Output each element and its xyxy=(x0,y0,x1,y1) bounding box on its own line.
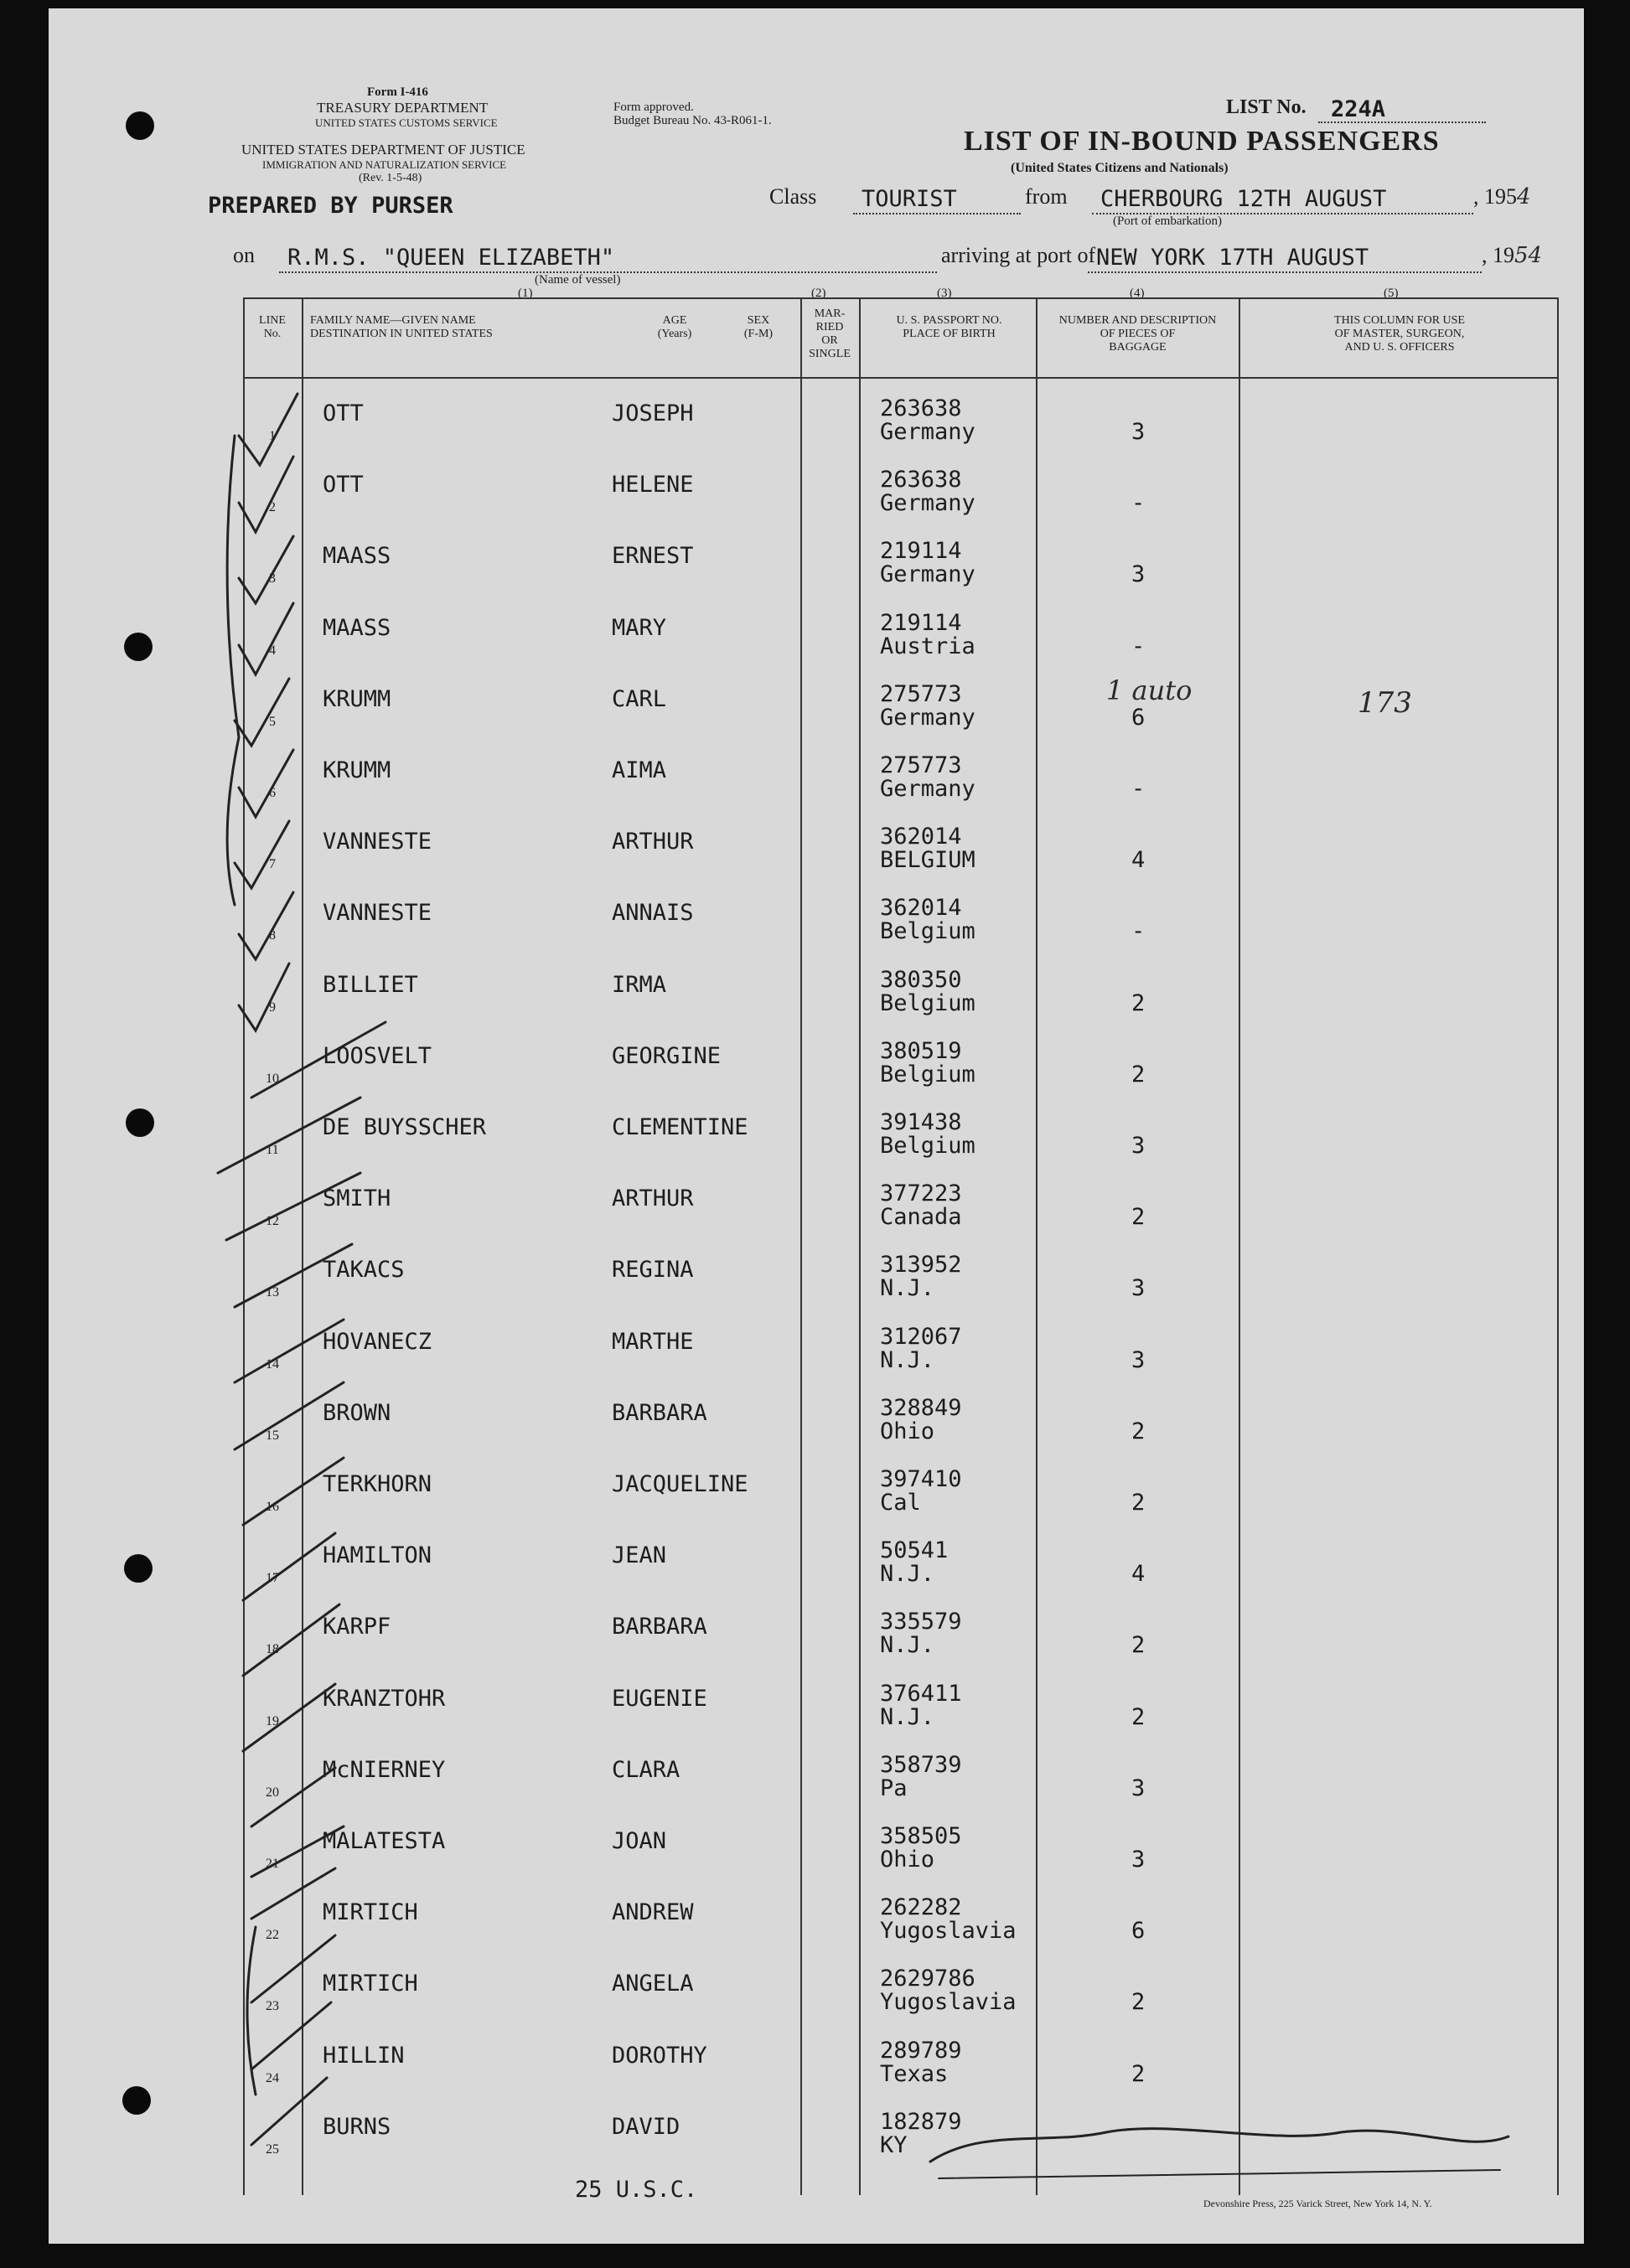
embark-value: CHERBOURG 12TH AUGUST xyxy=(1100,186,1387,212)
passport-no: 182879 xyxy=(880,2108,962,2135)
baggage-count: - xyxy=(1131,633,1146,659)
passport-no: 328849 xyxy=(880,1394,962,1421)
list-no-value: 224A xyxy=(1331,96,1386,122)
place-of-birth: Canada xyxy=(880,1204,962,1231)
baggage-count: 2 xyxy=(1131,989,1146,1016)
from-label: from xyxy=(1025,184,1068,209)
place-of-birth: Yugoslavia xyxy=(880,1918,1017,1945)
given-name: JOAN xyxy=(612,1828,667,1854)
prepared-by: PREPARED BY PURSER xyxy=(208,193,453,219)
customs-service: UNITED STATES CUSTOMS SERVICE xyxy=(315,116,498,129)
line-no: 5 xyxy=(269,714,276,729)
table-row xyxy=(243,1393,1559,1452)
place-of-birth: N.J. xyxy=(880,1632,935,1659)
table-row xyxy=(243,1179,1559,1237)
given-name: DOROTHY xyxy=(612,2042,707,2069)
year-one-prefix: , 195 xyxy=(1473,184,1517,209)
baggage-count: 6 xyxy=(1131,704,1146,731)
passport-no: 263638 xyxy=(880,395,962,421)
passport-no: 219114 xyxy=(880,609,962,636)
baggage-count: 3 xyxy=(1131,1775,1146,1801)
line-no: 13 xyxy=(266,1285,279,1300)
baggage-count: 2 xyxy=(1131,1204,1146,1231)
place-of-birth: Yugoslavia xyxy=(880,1989,1017,2016)
baggage-count: 2 xyxy=(1131,2060,1146,2087)
place-of-birth: Germany xyxy=(880,561,975,588)
line-no: 18 xyxy=(266,1642,279,1657)
arrival-underline xyxy=(1088,271,1482,273)
table-row xyxy=(243,674,1559,738)
punch-hole xyxy=(126,1108,154,1137)
table-row xyxy=(243,822,1559,881)
class-label: Class xyxy=(769,184,817,209)
line-no: 22 xyxy=(266,1928,279,1943)
passport-no: 50541 xyxy=(880,1537,949,1564)
arriving-label: arriving at port of xyxy=(941,243,1096,267)
class-underline xyxy=(853,213,1021,214)
given-name: JACQUELINE xyxy=(612,1471,748,1497)
given-name: ERNEST xyxy=(612,543,694,570)
passport-no: 275773 xyxy=(880,752,962,778)
table-row xyxy=(243,965,1559,1024)
place-of-birth: Texas xyxy=(880,2060,949,2087)
baggage-count: 3 xyxy=(1131,1346,1146,1373)
vessel-caption: (Name of vessel) xyxy=(535,273,621,287)
place-of-birth: N.J. xyxy=(880,1561,935,1588)
col-num-2: (2) xyxy=(811,287,826,300)
passport-no: 275773 xyxy=(880,680,962,707)
given-name: ANDREW xyxy=(612,1899,694,1926)
table-row xyxy=(243,465,1559,524)
header-passport: U. S. PASSPORT NO. PLACE OF BIRTH xyxy=(896,314,1002,340)
given-name: JOSEPH xyxy=(612,400,694,426)
family-name: HILLIN xyxy=(323,2042,405,2069)
line-no: 3 xyxy=(269,571,276,586)
place-of-birth: Cal xyxy=(880,1490,921,1516)
given-name: ANNAIS xyxy=(612,900,694,927)
family-name: OTT xyxy=(323,400,364,426)
passport-no: 312067 xyxy=(880,1323,962,1350)
family-name: BILLIET xyxy=(323,971,418,998)
revision: (Rev. 1-5-48) xyxy=(359,172,422,184)
family-name: KRUMM xyxy=(323,685,391,712)
place-of-birth: N.J. xyxy=(880,1703,935,1730)
family-name: BURNS xyxy=(323,2113,391,2140)
given-name: CLARA xyxy=(612,1756,680,1783)
col-num-1: (1) xyxy=(518,287,533,300)
table-row xyxy=(243,1108,1559,1166)
punch-hole xyxy=(124,633,153,661)
budget-bureau: Budget Bureau No. 43-R061-1. xyxy=(613,114,772,127)
footer-typed: 25 U.S.C. xyxy=(575,2177,698,2203)
family-name: DE BUYSSCHER xyxy=(323,1114,487,1140)
line-no: 20 xyxy=(266,1785,279,1800)
list-no-underline xyxy=(1318,121,1486,123)
family-name: VANNESTE xyxy=(323,829,432,855)
line-no: 7 xyxy=(269,857,276,872)
baggage-count: 2 xyxy=(1131,1632,1146,1659)
punch-hole xyxy=(126,111,154,140)
given-name: BARBARA xyxy=(612,1399,707,1426)
place-of-birth: BELGIUM xyxy=(880,847,975,874)
given-name: BARBARA xyxy=(612,1614,707,1640)
family-name: SMITH xyxy=(323,1186,391,1212)
line-no: 17 xyxy=(266,1571,279,1586)
family-name: OTT xyxy=(323,472,364,499)
year-two-suffix: 54 xyxy=(1514,243,1543,268)
passport-no: 289789 xyxy=(880,2037,962,2064)
passport-no: 263638 xyxy=(880,467,962,493)
place-of-birth: Germany xyxy=(880,490,975,517)
table-row xyxy=(243,2107,1559,2166)
table-row xyxy=(243,1821,1559,1880)
family-name: VANNESTE xyxy=(323,900,432,927)
place-of-birth: Belgium xyxy=(880,1061,975,1088)
place-of-birth: N.J. xyxy=(880,1275,935,1302)
baggage-count: - xyxy=(1131,776,1146,802)
place-of-birth: Ohio xyxy=(880,1847,935,1873)
line-no: 25 xyxy=(266,2141,279,2157)
place-of-birth: Belgium xyxy=(880,918,975,945)
baggage-count: 2 xyxy=(1131,1418,1146,1444)
on-label: on xyxy=(233,243,255,267)
baggage-count: 2 xyxy=(1131,1061,1146,1088)
place-of-birth: N.J. xyxy=(880,1346,935,1373)
family-name: MAASS xyxy=(323,614,391,641)
baggage-count: 2 xyxy=(1131,1989,1146,2016)
justice-dept: UNITED STATES DEPARTMENT OF JUSTICE xyxy=(241,142,525,158)
line-no: 10 xyxy=(266,1071,279,1086)
line-no: 2 xyxy=(269,500,276,515)
table-row xyxy=(243,1536,1559,1594)
family-name: TAKACS xyxy=(323,1257,405,1284)
place-of-birth: Pa xyxy=(880,1775,908,1801)
col-num-3: (3) xyxy=(937,287,952,300)
col-num-4: (4) xyxy=(1130,287,1145,300)
family-name: MALATESTA xyxy=(323,1828,446,1854)
passport-no: 358739 xyxy=(880,1751,962,1778)
header-married: MAR- RIED OR SINGLE xyxy=(809,307,851,360)
passport-no: 376411 xyxy=(880,1680,962,1707)
passport-no: 2629786 xyxy=(880,1966,975,1992)
line-no: 4 xyxy=(269,643,276,658)
place-of-birth: Belgium xyxy=(880,989,975,1016)
table-row xyxy=(243,536,1559,595)
page-title: LIST OF IN-BOUND PASSENGERS xyxy=(964,126,1440,157)
table-row xyxy=(243,893,1559,952)
baggage-count: 3 xyxy=(1131,561,1146,588)
year-one xyxy=(1473,184,1531,209)
header-name: FAMILY NAME—GIVEN NAME DESTINATION IN UNITED STATES xyxy=(310,314,493,340)
table-row xyxy=(243,1964,1559,2023)
arrival-value: NEW YORK 17TH AUGUST xyxy=(1096,245,1369,271)
printer-imprint: Devonshire Press, 225 Varick Street, New York 14, N. Y. xyxy=(1203,2198,1432,2209)
given-name: ARTHUR xyxy=(612,1186,694,1212)
passport-no: 391438 xyxy=(880,1109,962,1135)
family-name: BROWN xyxy=(323,1399,391,1426)
family-name: MIRTICH xyxy=(323,1899,418,1926)
family-name: HOVANECZ xyxy=(323,1328,432,1355)
line-no: 14 xyxy=(266,1356,279,1372)
table-row xyxy=(243,2036,1559,2095)
given-name: REGINA xyxy=(612,1257,694,1284)
line-no: 23 xyxy=(266,1999,279,2014)
given-name: MARTHE xyxy=(612,1328,694,1355)
given-name: MARY xyxy=(612,614,667,641)
list-no-label: LIST No. xyxy=(1226,96,1307,118)
given-name: JEAN xyxy=(612,1542,667,1569)
passport-no: 313952 xyxy=(880,1252,962,1279)
table-row xyxy=(243,1322,1559,1381)
line-no: 1 xyxy=(269,429,276,443)
table-row xyxy=(243,608,1559,667)
given-name: CARL xyxy=(612,685,667,712)
table-row xyxy=(243,1893,1559,1951)
header-rule xyxy=(243,377,1559,379)
form-number: Form I-416 xyxy=(367,85,428,99)
table-row xyxy=(243,1679,1559,1738)
punch-hole xyxy=(124,1554,153,1583)
line-no: 21 xyxy=(266,1857,279,1871)
header-sex: SEX (F-M) xyxy=(743,314,774,340)
family-name: MAASS xyxy=(323,543,391,570)
place-of-birth: Germany xyxy=(880,776,975,802)
place-of-birth: Ohio xyxy=(880,1418,935,1444)
passport-no: 358505 xyxy=(880,1823,962,1849)
place-of-birth: KY xyxy=(880,2131,908,2158)
baggage-count: 3 xyxy=(1131,1847,1146,1873)
baggage-count: 4 xyxy=(1131,847,1146,874)
family-name: TERKHORN xyxy=(323,1471,432,1497)
table-row xyxy=(243,1607,1559,1666)
table-row xyxy=(243,1750,1559,1809)
ins: IMMIGRATION AND NATURALIZATION SERVICE xyxy=(262,158,507,171)
year-two xyxy=(1482,243,1542,268)
line-no: 6 xyxy=(269,786,276,800)
family-name: KRANZTOHR xyxy=(323,1685,446,1712)
vessel-name: R.M.S. "QUEEN ELIZABETH" xyxy=(287,245,615,271)
given-name: HELENE xyxy=(612,472,694,499)
class-value: TOURIST xyxy=(862,186,957,212)
line-no: 15 xyxy=(266,1428,279,1443)
baggage-note: 1 auto xyxy=(1106,674,1193,706)
place-of-birth: Austria xyxy=(880,633,975,659)
place-of-birth: Germany xyxy=(880,419,975,445)
given-name: CLEMENTINE xyxy=(612,1114,748,1140)
passport-no: 262282 xyxy=(880,1894,962,1921)
punch-hole xyxy=(122,2086,151,2115)
table-row xyxy=(243,1465,1559,1523)
baggage-count: 3 xyxy=(1131,1275,1146,1302)
line-no: 11 xyxy=(266,1143,279,1157)
family-name: KARPF xyxy=(323,1614,391,1640)
baggage-count: 2 xyxy=(1131,1490,1146,1516)
baggage-count: 3 xyxy=(1131,419,1146,445)
header-age: AGE (Years) xyxy=(657,314,692,340)
line-no: 12 xyxy=(266,1214,279,1229)
family-name: McNIERNEY xyxy=(323,1756,446,1783)
line-no: 19 xyxy=(266,1713,279,1728)
family-name: KRUMM xyxy=(323,757,391,783)
header-officers: THIS COLUMN FOR USE OF MASTER, SURGEON, AND U. S. OFFICERS xyxy=(1334,314,1465,354)
given-name: ARTHUR xyxy=(612,829,694,855)
treasury-dept: TREASURY DEPARTMENT xyxy=(317,100,489,116)
passport-no: 377223 xyxy=(880,1180,962,1207)
header-line-no: LINE No. xyxy=(259,314,286,340)
port-embarkation-caption: (Port of embarkation) xyxy=(1113,214,1222,228)
baggage-count: 6 xyxy=(1131,1918,1146,1945)
passport-no: 380519 xyxy=(880,1037,962,1064)
family-name: HAMILTON xyxy=(323,1542,432,1569)
baggage-count: - xyxy=(1131,918,1146,945)
given-name: IRMA xyxy=(612,971,667,998)
year-two-prefix: , 19 xyxy=(1482,243,1514,267)
baggage-count: - xyxy=(1131,490,1146,517)
passport-no: 335579 xyxy=(880,1609,962,1635)
given-name: EUGENIE xyxy=(612,1685,707,1712)
passport-no: 362014 xyxy=(880,895,962,922)
baggage-count: 2 xyxy=(1131,1703,1146,1730)
given-name: DAVID xyxy=(612,2113,680,2140)
page-subtitle: (United States Citizens and Nationals) xyxy=(1011,161,1229,175)
line-no: 24 xyxy=(266,2070,279,2085)
table-row xyxy=(243,1250,1559,1309)
table-row xyxy=(243,394,1559,452)
passport-no: 397410 xyxy=(880,1466,962,1492)
officer-note: 173 xyxy=(1358,685,1412,720)
baggage-count: 4 xyxy=(1131,1561,1146,1588)
line-no: 9 xyxy=(269,1000,276,1015)
form-approved: Form approved. xyxy=(613,101,694,114)
col-num-5: (5) xyxy=(1384,287,1399,300)
family-name: MIRTICH xyxy=(323,1971,418,1997)
given-name: ANGELA xyxy=(612,1971,694,1997)
table-row xyxy=(243,751,1559,809)
passport-no: 219114 xyxy=(880,538,962,565)
passport-no: 362014 xyxy=(880,824,962,850)
header-baggage: NUMBER AND DESCRIPTION OF PIECES OF BAGGAGE xyxy=(1058,314,1217,354)
year-one-suffix: 4 xyxy=(1517,184,1531,209)
line-no: 8 xyxy=(269,928,276,943)
line-no: 16 xyxy=(266,1500,279,1514)
passenger-table xyxy=(243,297,1559,2195)
table-top-rule xyxy=(243,297,1559,299)
family-name: LOOSVELT xyxy=(323,1042,432,1069)
place-of-birth: Germany xyxy=(880,704,975,731)
passport-no: 380350 xyxy=(880,966,962,993)
given-name: AIMA xyxy=(612,757,667,783)
table-row xyxy=(243,1036,1559,1095)
baggage-count: 3 xyxy=(1131,1133,1146,1159)
place-of-birth: Belgium xyxy=(880,1133,975,1159)
given-name: GEORGINE xyxy=(612,1042,722,1069)
